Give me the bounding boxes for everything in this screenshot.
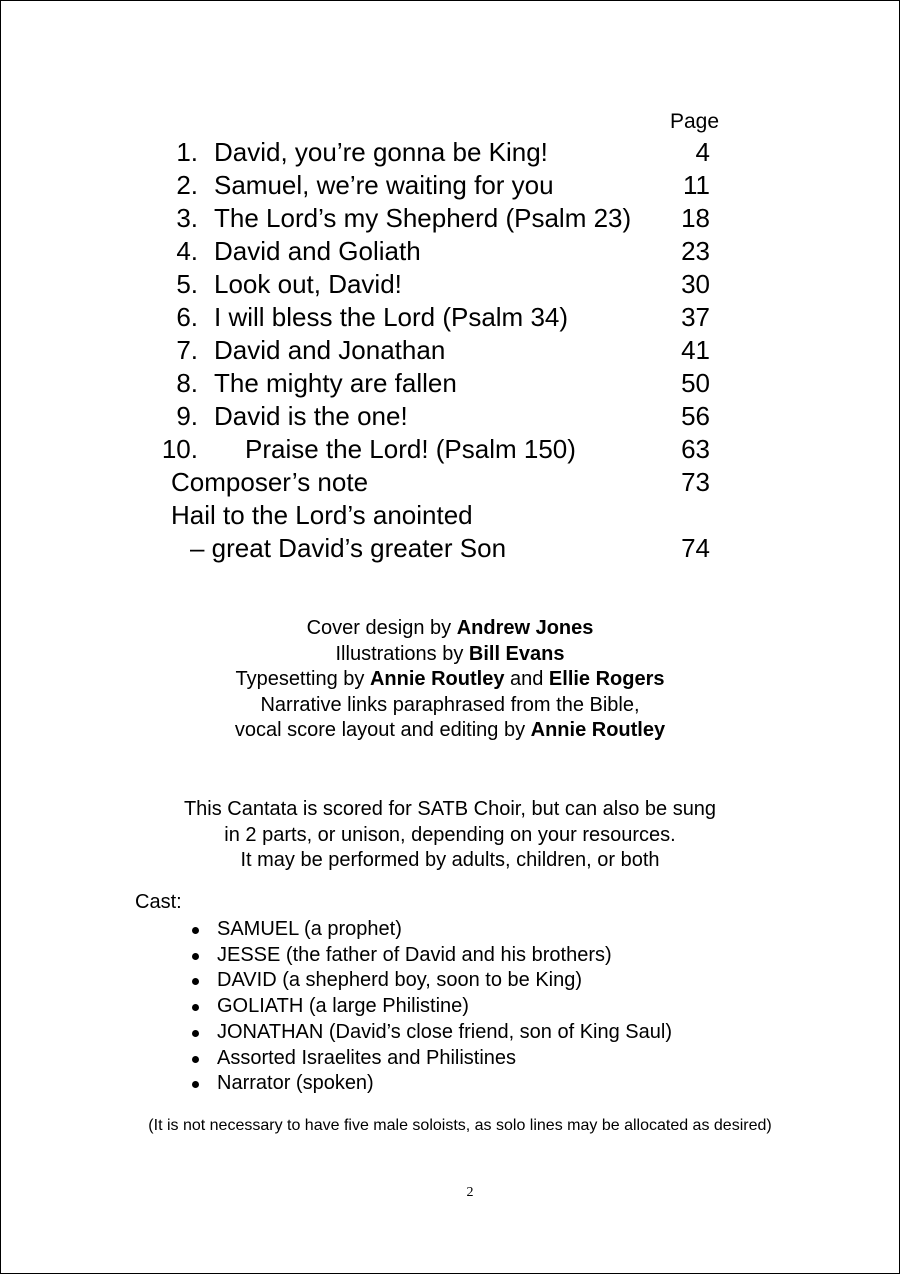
toc-entry-page: 37 [681,302,710,332]
toc-entry-title-continued: – great David’s greater Son [190,533,507,563]
toc-entry [0,334,900,367]
toc-entry [0,268,900,301]
page-column-heading: Page [670,110,720,133]
toc-entry-title: David, you’re gonna be King! [214,137,548,167]
credits [0,616,900,744]
toc-entry-number: 3. [176,203,198,233]
toc-entry-page: 30 [681,269,710,299]
toc-entry-page: 74 [681,533,710,563]
toc-entry-page: 50 [681,368,710,398]
toc-entry-hail [0,499,900,532]
toc-entry-number: 4. [176,236,198,266]
toc-entry [0,136,900,169]
toc-entry [0,400,900,433]
credit-name: Annie Routley [369,668,505,690]
credit-role: Illustrations by [335,642,469,665]
cast-member [190,1046,672,1072]
toc-entry-number: 6. [176,302,198,332]
cast-member-text: SAMUEL (a prophet) [217,918,402,940]
bullet-icon [192,1081,199,1088]
bullet-icon [192,978,199,985]
toc-entry-page: 11 [683,170,710,200]
toc-entry-number: 10. [161,434,198,464]
toc-entry-number: 9. [176,401,198,431]
cast-member-text: Assorted Israelites and Philistines [217,1046,517,1069]
toc-entry-title: David and Jonathan [214,335,446,365]
bullet-icon [192,1030,199,1037]
footnote: (It is not necessary to have five male soloists, as solo lines may be allocated as desired) [148,1117,772,1134]
toc-entry-hail-continuation [0,532,900,565]
cast-member-text: JESSE (the father of David and his brothers) [217,943,612,966]
credit-typesetting [0,667,900,693]
toc-entry-page: 56 [681,401,710,431]
scoring-line: It may be performed by adults, children, or both [240,849,660,871]
toc-entry-title: Praise the Lord! (Psalm 150) [245,434,576,464]
toc-entry-page: 18 [681,203,710,233]
toc-entry-title: David and Goliath [214,236,421,266]
cast-member [190,1071,672,1097]
cast-member-text: DAVID (a shepherd boy, soon to be King) [217,969,583,992]
bullet-icon [192,1004,199,1011]
toc-entry-number: 5. [176,269,198,299]
toc-entry-title: Samuel, we’re waiting for you [214,170,554,200]
credit-name: Ellie Rogers [548,668,665,690]
toc-entry-number: 1. [176,137,198,167]
toc-entry [0,301,900,334]
toc-entry [0,169,900,202]
toc-entry-title: The mighty are fallen [214,368,457,398]
credit-conjunction: and [504,668,549,690]
toc-entry-title: Look out, David! [214,269,402,299]
cast-member [190,943,672,969]
credit-narrative: Narrative links paraphrased from the Bible, [260,693,640,716]
credit-role: Typesetting by [235,668,370,690]
bullet-icon [192,927,199,934]
cast-member-text: JONATHAN (David’s close friend, son of King Saul) [217,1020,672,1043]
table-of-contents [0,136,900,565]
toc-entry-number: 7. [176,335,198,365]
toc-entry-page: 23 [681,236,710,266]
cast-list [190,917,672,1097]
scoring-line: This Cantata is scored for SATB Choir, but can also be sung [183,798,717,820]
cast-member [190,994,672,1020]
bullet-icon [192,953,199,960]
toc-entry-page: 4 [695,137,710,167]
scoring-note [0,797,900,874]
credit-name: Annie Routley [530,719,666,741]
toc-entry [0,367,900,400]
scoring-line: in 2 parts, or unison, depending on your resources. [224,823,676,846]
bullet-icon [192,1056,199,1063]
toc-entry-number: 2. [176,170,198,200]
toc-entry-page: 63 [681,434,710,464]
cast-member [190,1020,672,1046]
cast-member [190,917,672,943]
credit-name: Andrew Jones [456,617,594,639]
cast-label: Cast: [135,891,182,913]
credit-cover [0,616,900,642]
toc-entry-title: Hail to the Lord’s anointed [171,500,473,530]
cast-member-text: GOLIATH (a large Philistine) [217,995,469,1018]
cast-member-text: Narrator (spoken) [217,1072,374,1095]
toc-entry [0,433,900,466]
toc-entry-title: I will bless the Lord (Psalm 34) [214,302,569,332]
toc-entry-page: 41 [681,335,710,365]
toc-entry-composers-note [0,466,900,499]
credit-role: vocal score layout and editing by [234,719,531,741]
toc-entry-title: David is the one! [214,401,408,431]
toc-entry-title: Composer’s note [171,467,369,497]
toc-entry-title: The Lord’s my Shepherd (Psalm 23) [214,203,632,233]
toc-entry [0,202,900,235]
cast-member [190,968,672,994]
toc-entry-number: 8. [176,368,198,398]
credit-layout [0,718,900,744]
toc-entry [0,235,900,268]
credit-role: Cover design by [306,617,457,639]
toc-entry-page: 73 [681,467,710,497]
page-number: 2 [466,1185,474,1200]
credit-name: Bill Evans [468,642,565,665]
credit-illustrations [0,642,900,668]
